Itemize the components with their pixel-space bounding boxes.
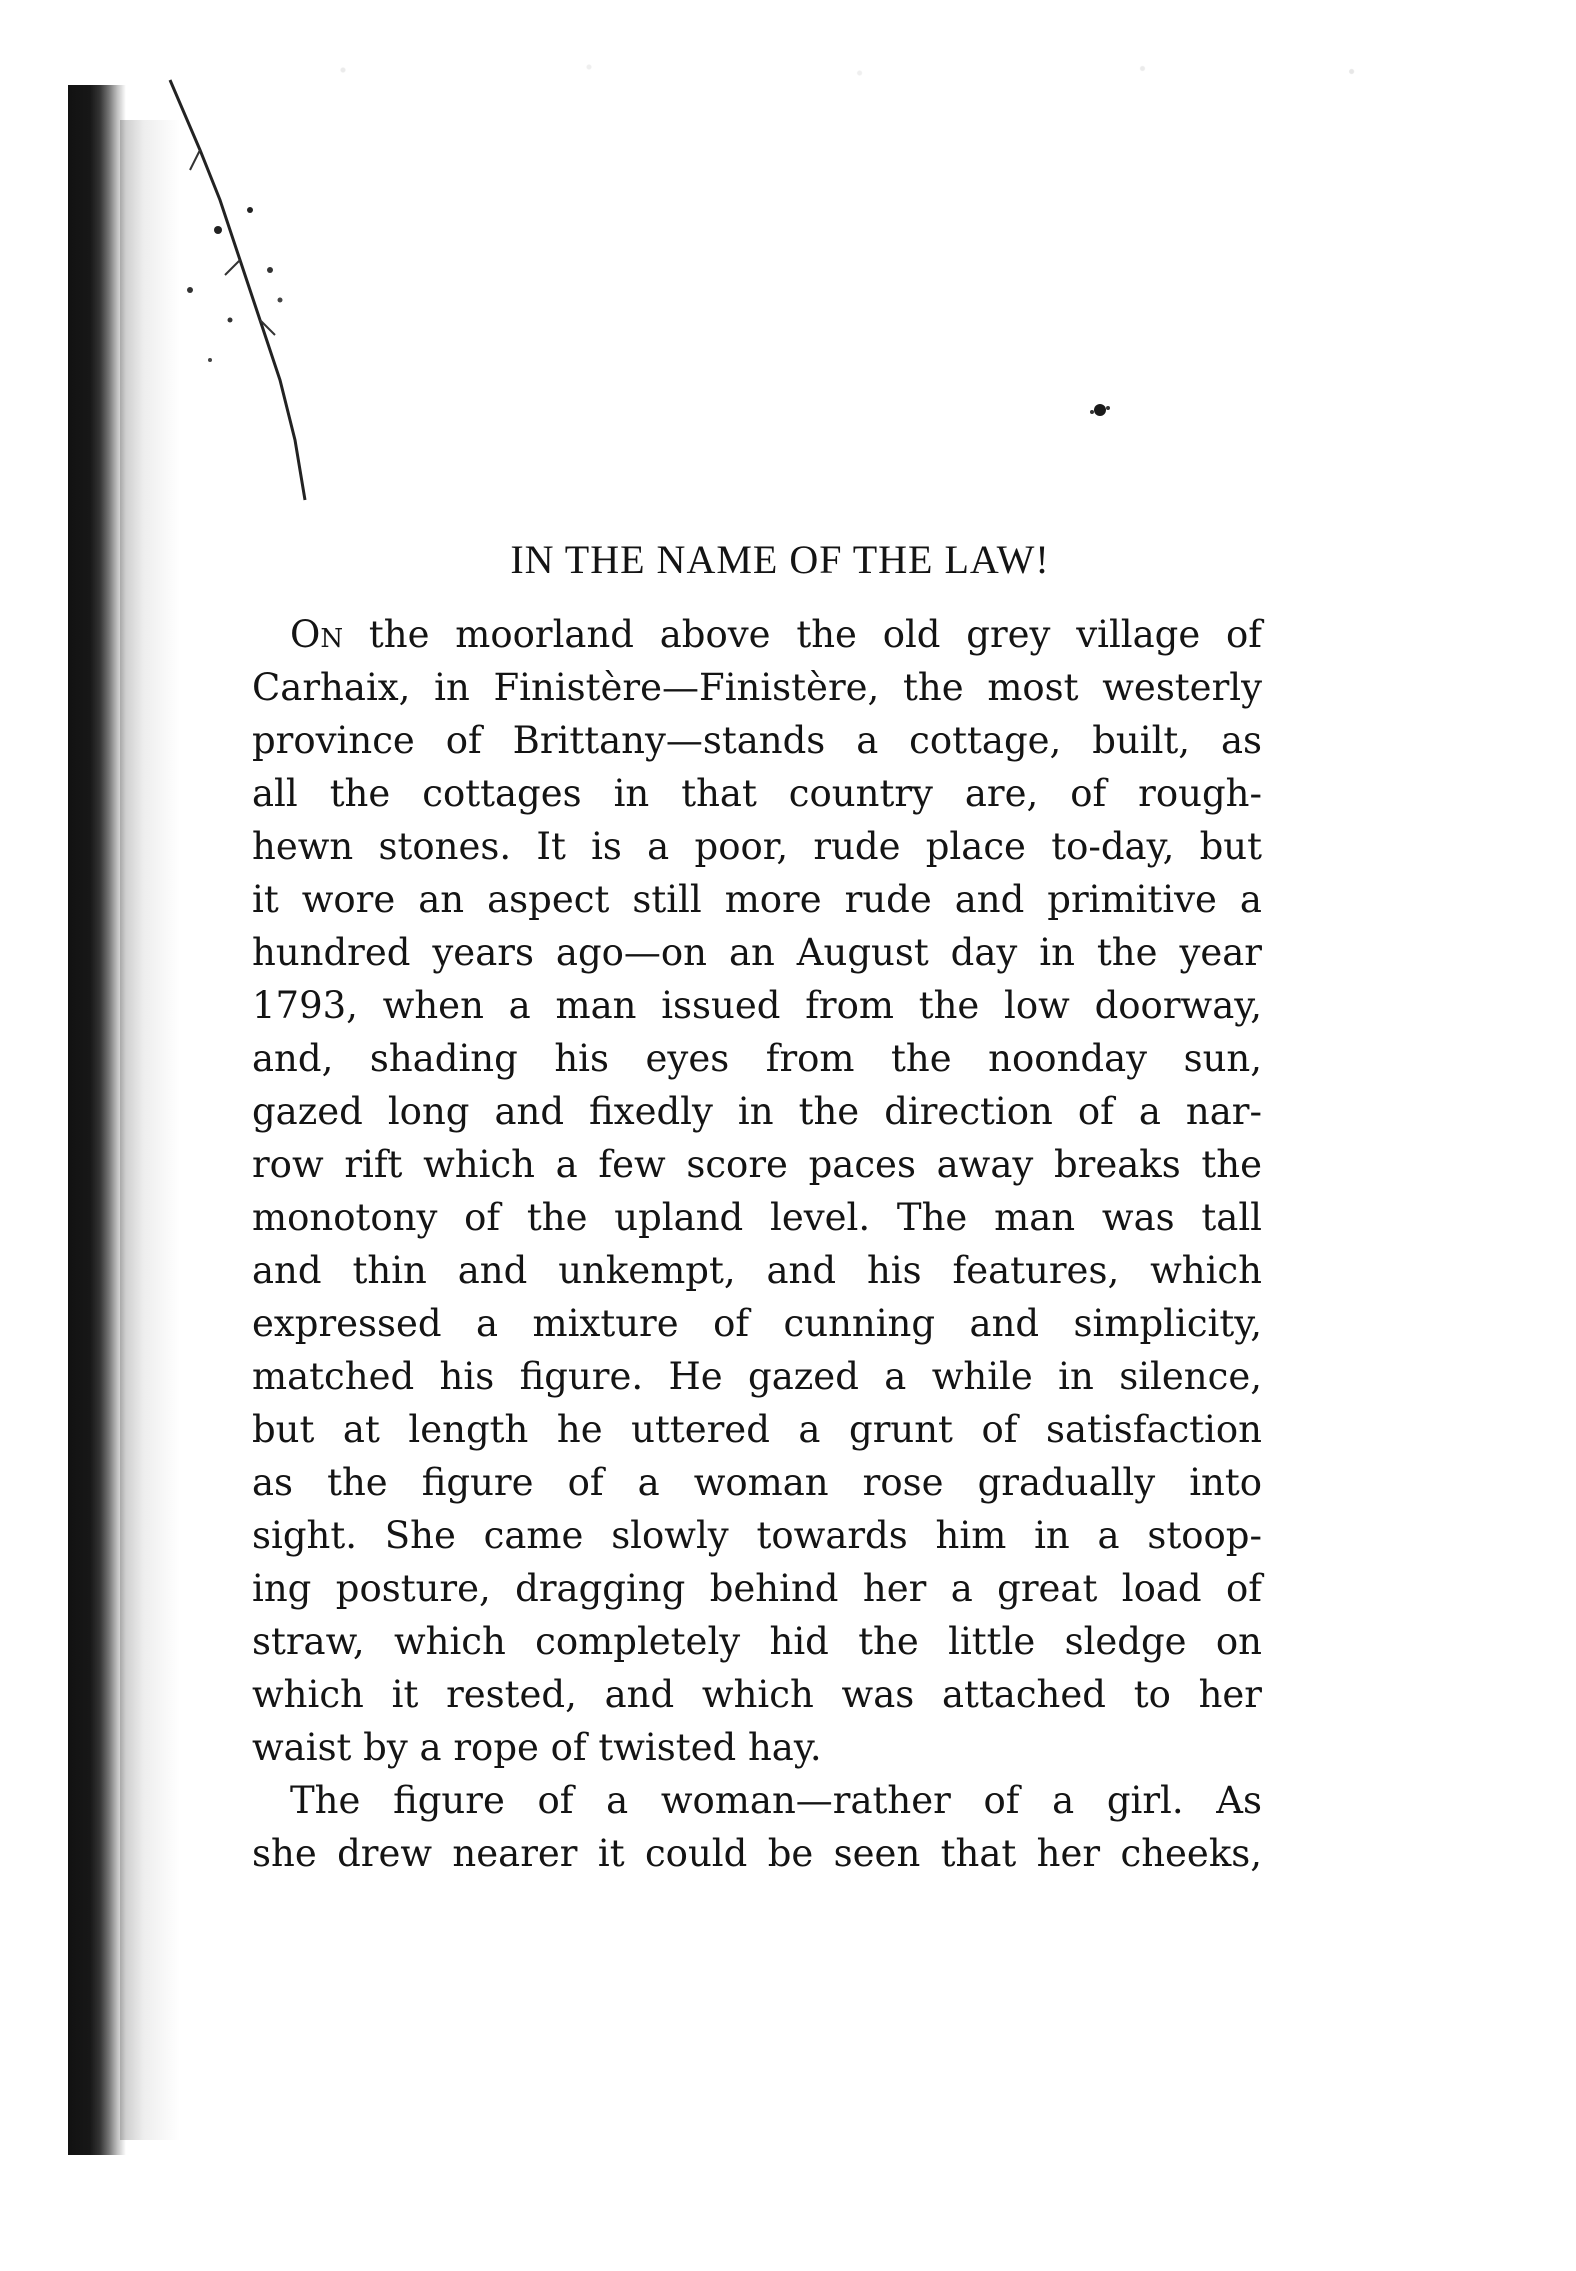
text-line: as the figure of a woman rose gradually into <box>252 1461 1262 1504</box>
text-line: it wore an aspect still more rude and primitive a <box>252 878 1262 921</box>
text-line: The figure of a woman—rather of a girl. As <box>290 1779 1262 1822</box>
lead-word: On <box>290 613 344 656</box>
text-line: she drew nearer it could be seen that her cheeks, <box>252 1832 1262 1875</box>
text-line: expressed a mixture of cunning and simplicity, <box>252 1302 1262 1345</box>
text-line: and thin and unkempt, and his features, which <box>252 1249 1262 1292</box>
text-line: which it rested, and which was attached to her <box>252 1673 1262 1716</box>
text-line: and, shading his eyes from the noonday sun, <box>252 1037 1262 1080</box>
text-line: hundred years ago—on an August day in the year <box>252 931 1262 974</box>
text-line: province of Brittany—stands a cottage, built, as <box>252 719 1262 762</box>
chapter-title: IN THE NAME OF THE LAW! <box>510 537 1050 582</box>
text-line: but at length he uttered a grunt of satisfaction <box>252 1408 1262 1451</box>
ink-spot <box>1080 390 1120 430</box>
text-line: sight. She came slowly towards him in a stoop- <box>252 1514 1262 1557</box>
text-line: Carhaix, in Finistère—Finistère, the most westerly <box>252 666 1262 709</box>
text-line: gazed long and fixedly in the direction of a nar- <box>252 1090 1262 1133</box>
text-line: 1793, when a man issued from the low doorway, <box>252 984 1262 1027</box>
text-line: On the moorland above the old grey village of <box>290 613 1262 656</box>
binding-shadow <box>68 85 126 2155</box>
paper-crease-mark <box>130 60 370 540</box>
text-line: all the cottages in that country are, of rough- <box>252 772 1262 815</box>
text-line: matched his figure. He gazed a while in silence, <box>252 1355 1262 1398</box>
text-line: hewn stones. It is a poor, rude place to-day, but <box>252 825 1262 868</box>
text-line: waist by a rope of twisted hay. <box>252 1726 822 1769</box>
text-line: straw, which completely hid the little sledge on <box>252 1620 1262 1663</box>
scan-speckle <box>220 55 1450 85</box>
text-line: monotony of the upland level. The man was tall <box>252 1196 1262 1239</box>
text-line: ing posture, dragging behind her a great load of <box>252 1567 1262 1610</box>
text-line: row rift which a few score paces away breaks the <box>252 1143 1262 1186</box>
